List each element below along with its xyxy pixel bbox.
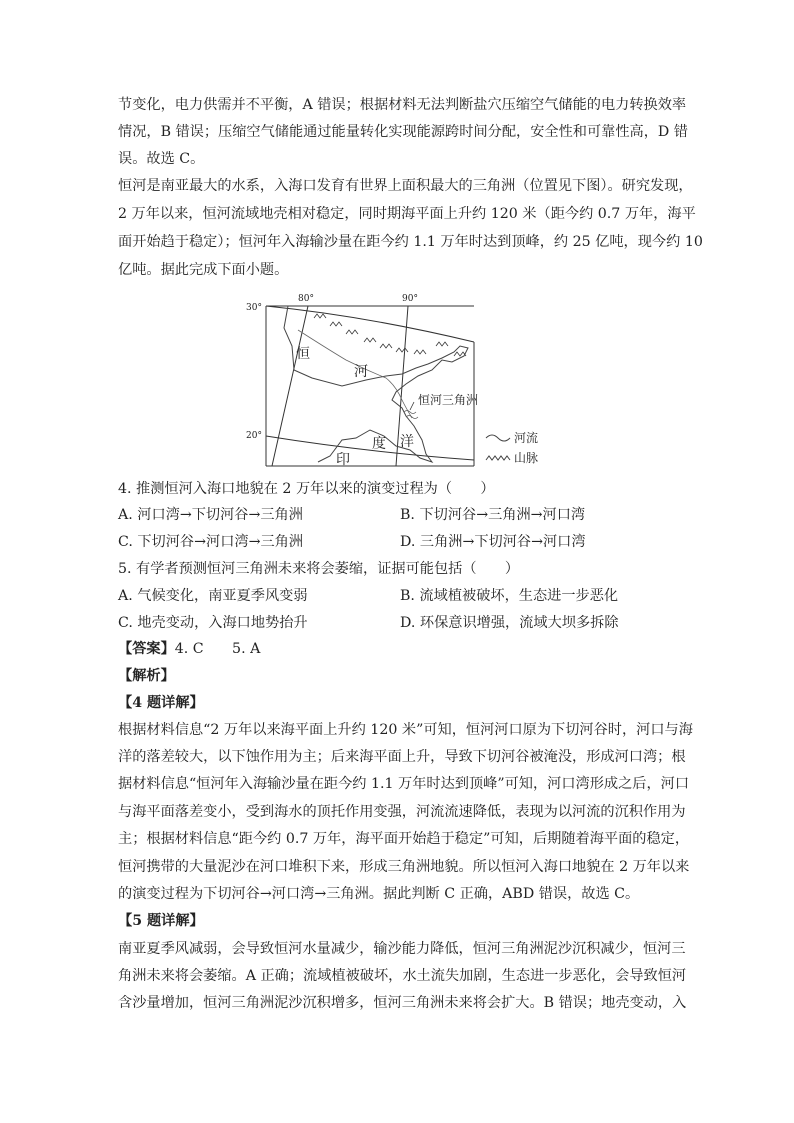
detail-4-label: 【4 题详解】 bbox=[118, 695, 204, 711]
paragraph-2-line-1: 恒河是南亚最大的水系，入海口发育有世界上面积最大的三角洲（位置见下图）。研究发现， bbox=[118, 178, 693, 194]
delta-pointer-line bbox=[410, 402, 414, 410]
question-5-stem: 5. 有学者预测恒河三角洲未来将会萎缩，证据可能包括（ ） bbox=[118, 561, 520, 577]
q5-option-d[interactable]: D. 环保意识增强，流域大坝多拆除 bbox=[400, 615, 619, 631]
paragraph-1-line-3: 误。故选 C。 bbox=[118, 151, 205, 167]
answer-line bbox=[118, 640, 678, 658]
latitude-30-line bbox=[266, 306, 474, 342]
label-lon-90: 90° bbox=[402, 294, 418, 304]
detail-5-label: 【5 题详解】 bbox=[118, 913, 204, 929]
label-lon-80: 80° bbox=[298, 294, 314, 304]
label-yin: 印 bbox=[336, 452, 350, 468]
map-graticule bbox=[266, 306, 474, 466]
label-he: 河 bbox=[354, 364, 368, 380]
label-du: 度 bbox=[372, 436, 386, 452]
detail-4-line-2: 洋的落差较大，以下蚀作用为主；后来海平面上升，导致下切河谷被淹没，形成河口湾；根 bbox=[118, 749, 686, 765]
answer-text: 4. C 5. A bbox=[174, 641, 261, 657]
q4-option-c[interactable]: C. 下切河谷→河口湾→三角洲 bbox=[118, 534, 304, 550]
label-ganges-delta: 恒河三角洲 bbox=[418, 393, 479, 407]
detail-4-line-7: 的演变过程为下切河谷→河口湾→三角洲。据此判断 C 正确，ABD 错误，故选 C。 bbox=[118, 886, 640, 902]
q4-option-b[interactable]: B. 下切河谷→三角洲→河口湾 bbox=[400, 507, 586, 523]
label-lat-30: 30° bbox=[246, 303, 262, 313]
q4-option-a[interactable]: A. 河口湾→下切河谷→三角洲 bbox=[118, 507, 303, 523]
paragraph-2-line-4: 亿吨。据此完成下面小题。 bbox=[118, 262, 289, 278]
ganges-delta-map bbox=[246, 290, 546, 472]
detail-4-line-3: 据材料信息“恒河年入海输沙量在距今约 1.1 万年时达到顶峰”可知，河口湾形成之后，河口 bbox=[118, 776, 690, 792]
paragraph-2-line-3: 面开始趋于稳定）；恒河年入海输沙量在距今约 1.1 万年时达到顶峰，约 25 亿吨，现今约 10 bbox=[118, 234, 703, 250]
paragraph-1-line-2: 情况，B 错误；压缩空气储能通过能量转化实现能源跨时间分配，安全性和可靠性高，D 错 bbox=[118, 124, 688, 140]
label-lat-20: 20° bbox=[246, 431, 262, 441]
q5-option-b[interactable]: B. 流域植被破坏，生态进一步恶化 bbox=[400, 588, 619, 604]
answer-label: 【答案】 bbox=[118, 641, 175, 657]
label-yang: 洋 bbox=[400, 434, 414, 450]
detail-4-line-5: 主；根据材料信息“距今约 0.7 万年，海平面开始趋于稳定”可知，后期随着海平面的稳定， bbox=[118, 831, 690, 847]
detail-4-line-4: 与海平面落差变小，受到海水的顶托作用变强，河流流速降低，表现为以河流的沉积作用为 bbox=[118, 804, 686, 820]
legend-river-icon bbox=[486, 435, 510, 441]
q5-option-c[interactable]: C. 地壳变动，入海口地势抬升 bbox=[118, 615, 308, 631]
detail-5-line-2: 角洲未来将会萎缩。A 正确；流域植被破坏，水土流失加剧，生态进一步恶化，会导致恒河 bbox=[118, 968, 687, 984]
question-4-stem: 4. 推测恒河入海口地貌在 2 万年以来的演变过程为（ ） bbox=[118, 481, 495, 497]
delta-marker bbox=[404, 411, 418, 419]
legend-mountain-icon bbox=[486, 456, 510, 460]
legend-mountain-label: 山脉 bbox=[514, 451, 539, 465]
analysis-label: 【解析】 bbox=[118, 668, 175, 684]
q5-option-a[interactable]: A. 气候变化，南亚夏季风变弱 bbox=[118, 588, 308, 604]
paragraph-2-line-2: 2 万年以来，恒河流域地壳相对稳定，同时期海平面上升约 120 米（距今约 0.7 万年，海平 bbox=[118, 206, 696, 222]
q4-option-d[interactable]: D. 三角洲→下切河谷→河口湾 bbox=[400, 534, 586, 550]
detail-4-line-1: 根据材料信息“2 万年以来海平面上升约 120 米”可知，恒河河口原为下切河谷时，河口与海 bbox=[118, 722, 693, 738]
paragraph-1-line-1: 节变化，电力供需并不平衡，A 错误；根据材料无法判断盐穴压缩空气储能的电力转换效率 bbox=[118, 97, 687, 113]
label-heng: 恒 bbox=[296, 346, 310, 362]
detail-4-line-6: 恒河携带的大量泥沙在河口堆积下来，形成三角洲地貌。所以恒河入海口地貌在 2 万年以来 bbox=[118, 859, 690, 875]
legend-river-label: 河流 bbox=[514, 431, 539, 445]
latitude-20-line bbox=[266, 436, 474, 460]
detail-5-line-3: 含沙量增加，恒河三角洲泥沙沉积增多，恒河三角洲未来将会扩大。B 错误；地壳变动，入 bbox=[118, 995, 687, 1011]
detail-5-line-1: 南亚夏季风减弱，会导致恒河水量减少，输沙能力降低，恒河三角洲泥沙沉积减少，恒河三 bbox=[118, 941, 686, 957]
map-legend bbox=[486, 430, 538, 465]
